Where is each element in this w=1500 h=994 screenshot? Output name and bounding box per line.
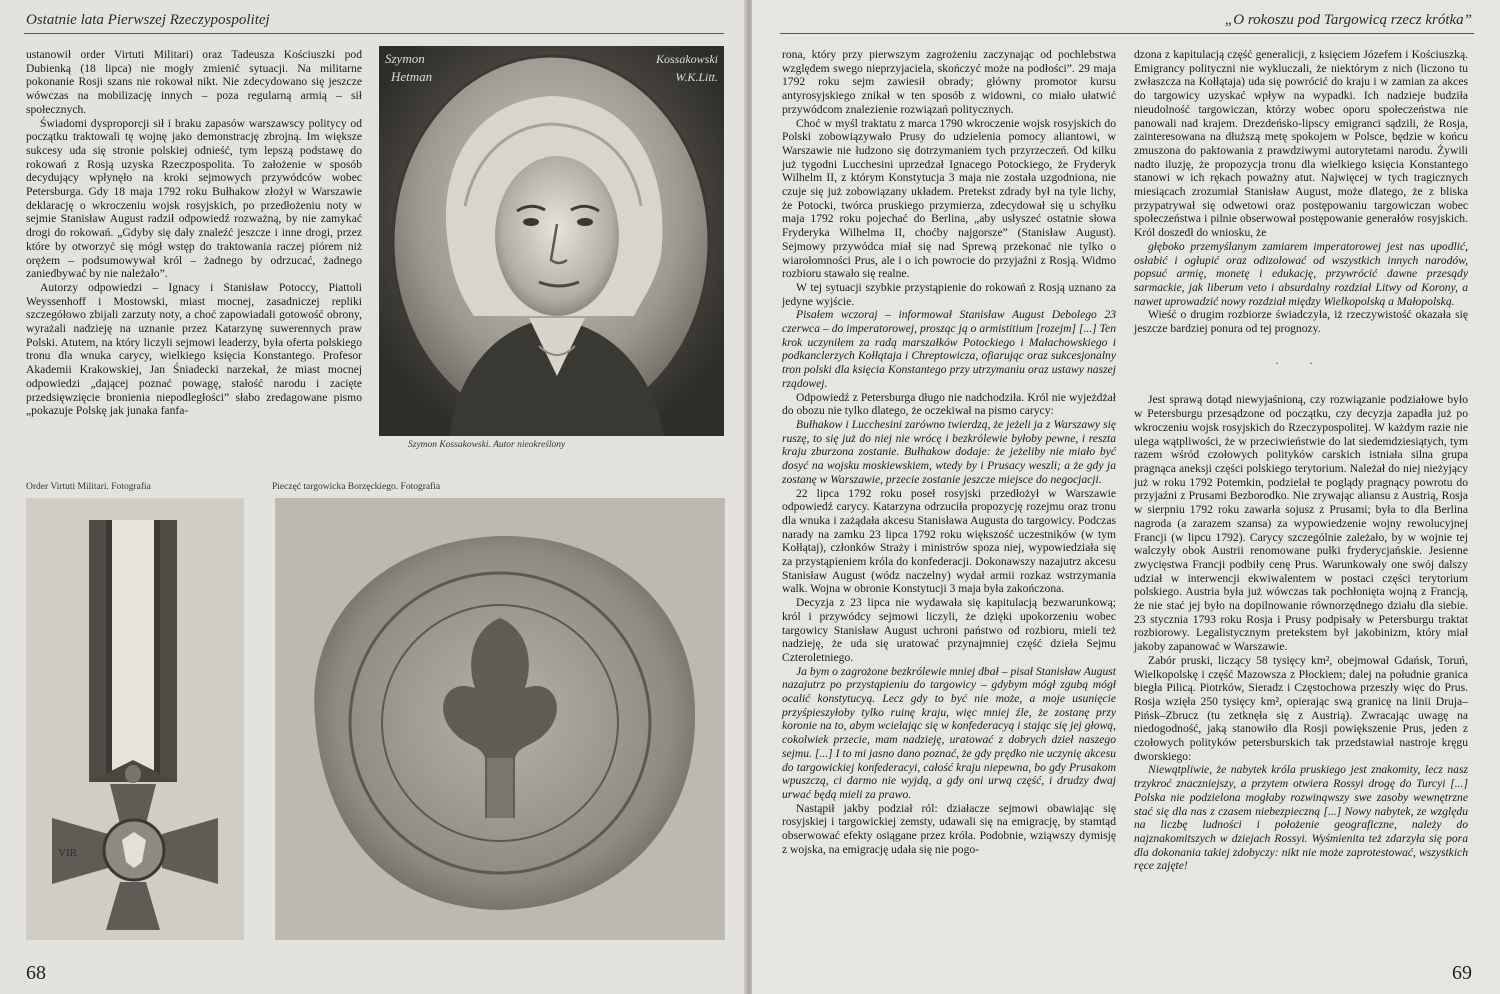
paragraph: . . — [1275, 353, 1327, 367]
right-text-column-2 — [1134, 48, 1468, 873]
left-text-column — [26, 48, 362, 418]
portrait-illustration — [379, 46, 724, 436]
order-photo — [26, 498, 244, 940]
paragraph: Odpowiedź z Petersburga długo nie nadchodziła. Król nie wyjeżdżał do obozu nie tylko dlatego, że oczekiwał na pismo carycy: — [782, 390, 1116, 418]
paragraph: Zabór pruski, liczący 58 tysięcy km², obejmował Gdańsk, Toruń, Wielkopolskę i część Mazowsza z Płockiem; dalej na południe granica biegła Pilicą. Piotrków, Sieradz i Częstochowa przeszły więc do Prus. Rosja wzięła 250 tysięcy km², opierając swą granicę na linii Druja–Pińsk–Zbrucz (tu zetknęła się z Austrią). Zwracając uwagę na niedogodność, jaką stanowiło dla Rosji powiększenie Prus, jeden z czołowych polityków petersburskich tak przedstawiał nastroje kręgu dworskiego: — [1134, 653, 1468, 763]
paragraph: głęboko przemyślanym zamiarem imperatorowej jest nas upodlić, osłabić i ogłupić oraz odizolować od wszystkich innych narodów, popsuć armię, monetę i edukację, przywrócić dawne przesądy sarmackie, jak liberum veto i absurdalny rozdział Litwy od Korony, a nawet uprowadzić nowy rozdział między Wielkopolską a Małopolską. — [1134, 239, 1468, 308]
paragraph: Autorzy odpowiedzi – Ignacy i Stanisław Potoccy, Piattoli Weyssenhoff i Mostowski, miast mocnej, zasadniczej repliki szczegółowo zbijali zarzuty noty, a choć zapowiadali gotowość obrony, wyrażali nadzieję na uznanie przez Katarzynę suwerennych praw Polski. Atutem, na który liczyli sejmowi leaderzy, była oferta polskiego tronu dla wnuka carycy, wielkiego księcia Konstantego. Profesor Akademii Krakowskiej, Jan Śniadecki narzekał, że miast mocnej odpowiedzi „dającej poznać powagę, stałość narodu i zacięte przedsięwzięcie bronienia niepodległości” słabo zredagowane pismo „pokazuje Polskę jak junaka fanfa- — [26, 280, 362, 418]
paragraph: Jest sprawą dotąd niewyjaśnioną, czy rozwiązanie podziałowe było w Petersburgu przesądzone od początku, czy decyzja zapadła już po wkroczeniu wojsk rosyjskich do Rzeczypospolitej. W każdym razie nie ulega wątpliwości, że w przeciwieństwie do lat siedemdziesiątych, tym razem wśród czołowych polityków carskich istniała silna grupa pragnąca aneksji części polskiego terytorium. Należał do niej nieżyjący już w roku 1792 Potemkin, podzielał te poglądy pragnący powrotu do przyjaźni z Prusami Bezborodko. Nie zrywając aliansu z Austrią, Rosja w sierpniu 1792 roku zawarła sojusz z Prusami; była to dla Berlina nagroda (a zarazem szansa) za wypowiedzenie wojny rewolucyjnej Francji (w lipcu 1792). Carycy szczególnie zależało, by w wojnie tej walczyły obok Austrii renomowane pułki fryderycjańskie. Jesienne zwycięstwa Francji podbiły cenę Prus. Warunkowały one swój dalszy udział w interwencji ekwiwalentem w postaci części terytorium polskiego. Austria była już wówczas tak pochłonięta wojną z Francją, że nie stać jej było na dopilnowanie równorzędnego działu dla siebie. 23 stycznia 1793 roku Rosja i Prusy podpisały w Petersburgu traktat rozbiorowy. Legalistycznym pretekstem był jakobinizm, który miał jakoby zapanować w Warszawie. — [1134, 393, 1468, 654]
paragraph: Wieść o drugim rozbiorze świadczyła, iż rzeczywistość okazała się jeszcze bardziej ponura od tej prognozy. — [1134, 308, 1468, 336]
right-text-column-1 — [782, 48, 1116, 856]
right-page — [752, 0, 1500, 994]
paragraph: Świadomi dysproporcji sił i braku zapasów warszawscy politycy od początku traktowali tę wojnę jako demonstrację zbrojną. Im większe sukcesy uda się stronie polskiej odnieść, tym lepszą podstawę do rokowań z Rosją uzyska Rzeczpospolita. To założenie w sposób decydujący wpłynęło na kroki sejmowych przywódców wobec Petersburga. Gdy 18 maja 1792 roku Bułhakow złożył w Warszawie deklarację o wkroczeniu wojsk rosyjskich, po przedłożeniu noty w sejmie Stanisław August radził odpowiedź rozważną, by nie zamykać drogi do rokowań. „Gdyby się dały znaleźć jeszcze i inne drogi, przez które by otworzyć się mógł wstęp do traktowania raczej piórem niż orężem – podsumowywał król – żadnego by odrzucać, żadnego zaniedbywać by nie należało”. — [26, 116, 362, 281]
paragraph: ustanowił order Virtuti Militari) oraz Tadeusza Kościuszki pod Dubienką (18 lipca) nie mogły zmienić sytuacji. Na militarne pokonanie Rosji szans nie rokował nikt. Nie zdecydowano się jeszcze wówczas na mobilizację innych – poza regularną armią – sił społecznych. — [26, 48, 362, 116]
paragraph: Niewątpliwie, że nabytek króla pruskiego jest znakomity, lecz nasz trzykroć znaczniejszy, a przytem otwiera Rossyi drogę do Turcyi [...] Polska nie podzielona mogłaby rozwinąwszy swe zasoby wewnętrzne stać się dla nas z czasem niebezpieczną [...] Nowy nabytek, ze względu na liczbę ludności i położenie geograficzne, należy do najznakomitszych w dziejach Rossyi. Wyśmienita też zdarzyła się pora dla dokonania takiej zdobyczy: nikt nie może zaprotestować, wszystkich ręce zajęte! — [1134, 763, 1468, 873]
paragraph: Choć w myśl traktatu z marca 1790 wkroczenie wojsk rosyjskich do Polski zobowiązywało Prusy do udzielenia pomocy aliantowi, w Warszawie nie łudzono się dotrzymaniem tych przyrzeczeń. Od kilku już tygodni Lucchesini uprzedzał Ignacego Potockiego, że Fryderyk Wilhelm II, z którym Konstytucja 3 maja nie została uzgodniona, nie czuje się już zobowiązany układem. Pretekst zdrady był na tyle lichy, że Potocki, twórca pruskiego przymierza, zdecydował się u schyłku maja 1792 roku pojechać do Berlina, „aby usłyszeć ostatnie słowa Fryderyka Wilhelma II, choćby najgorsze” (Stanisław August). Sejmowy przywódca miał się nad Sprewą przekonać nie tylko o wiarołomności Prus, ale i o ich powrocie do przyjaźni z Rosją. Widmo rozbioru stawało się realne. — [782, 116, 1116, 281]
seal-photo — [275, 498, 725, 940]
inscription-surname: Kossakowski — [655, 52, 718, 66]
header-rule-left — [24, 33, 724, 34]
paragraph: W tej sytuacji szybkie przystąpienie do rokowań z Rosją uznano za jedyne wyjście. — [782, 280, 1116, 308]
targowica-seal-icon — [275, 498, 725, 940]
running-head-right: „O rokoszu pod Targowicą rzecz krótka” — [1224, 12, 1472, 28]
inscription-first-name: Szymon — [385, 51, 425, 66]
seal-caption: Pieczęć targowicka Borzęckiego. Fotografia — [272, 482, 441, 492]
header-rule-right — [780, 33, 1474, 34]
virtuti-militari-cross-icon — [26, 498, 244, 940]
cross-inscription: VIR — [58, 847, 77, 859]
paragraph: 22 lipca 1792 roku poseł rosyjski przedłożył w Warszawie odpowiedź carycy. Katarzyna odrzuciła propozycję rozejmu oraz tronu dla wnuka i zażądała akcesu Stanisława Augusta do targowicy. Podczas narady na zamku 23 lipca 1792 roku większość uczestników (w tym Kołłątaj), członków Straży i ministrów spoza niej, wypowiedziała się za przystąpieniem króla do konfederacji. Dokonawszy nazajutrz akcesu Stanisław August (wódz naczelny) wydał armii rozkaz wstrzymania walk. Wojna w obronie Konstytucji 3 maja była zakończona. — [782, 486, 1116, 596]
paragraph: Bułhakow i Lucchesini zarówno twierdzą, że jeżeli ja z Warszawy się ruszę, to się już do niej nie wrócę i bezkrólewie byłoby pewne, i reszta kraju zburzona zostanie. Bułhakow dodaje: że jeżeliby nie miało być dosyć na wojsku moskiewskiem, wtedy by i Prusacy weszli; a że gdy ja zostanę w Warszawie, przecie zostanie jeszcze miejsce do negocjacji. — [782, 417, 1116, 486]
portrait-inscription-right — [656, 50, 718, 86]
order-caption: Order Virtuti Militari. Fotografia — [26, 482, 151, 492]
portrait-photo — [379, 46, 724, 436]
inscription-title: Hetman — [391, 69, 433, 84]
paragraph: Pisałem wczoraj – informował Stanisław August Debolego 23 czerwca – do imperatorowej, prosząc ją o armistitium [rozejm] [...] Ten krok uczyniłem za radą marszałków Potockiego i Małachowskiego i podkanclerzych Kołłątaja i Chreptowicza, ofiarując oraz sukcesjonalny tron polski dla księcia Konstantego przy utrzymaniu oraz ustawy naszej rządowej. — [782, 308, 1116, 390]
paragraph: Ja bym o zagrożone bezkrólewie mniej dbał – pisał Stanisław August nazajutrz po przystąpieniu do targowicy – gdybym mógł zgubą mógł ocalić konstytucyą. Lecz gdy to być nie może, a moje usunięcie przyśpieszyłoby tylko ruinę kraju, więc mniej źle, że zostanę przy koronie na to, abym wcielając się w konfederacyą i stając się jej głową, cokolwiek przecie, mam nadzieję, uratować z dobrych dzieł naszego sejmu. [...] I to mi jasno dano poznać, że gdy prędko nie uczynię akcesu do targowickiej konfederacyi, całość kraju niepewna, bo gdy Prusakom wpuszczą, ci darmo nie wyjdą, a gdy oni urwą część, i drudzy dwaj urwać będą mieli za prawo. — [782, 664, 1116, 801]
portrait-inscription-left — [385, 50, 432, 86]
running-head-left: Ostatnie lata Pierwszej Rzeczypospolitej — [26, 12, 270, 28]
inscription-office: W.K.Litt. — [675, 70, 718, 84]
left-page — [0, 0, 748, 994]
page-number-right: 69 — [1452, 962, 1472, 984]
paragraph: rona, który przy pierwszym zagrożeniu zaczynając od pochlebstwa względem swego nieprzyjaciela, skończyć może na podłości”. 29 maja 1792 roku sejm zawiesił obrady; główny promotor kursu antyrosyjskiego znikał w ten sposób z widowni, co miało ułatwić przywódcom znalezienie rozwiązań politycznych. — [782, 48, 1116, 116]
page-number-left: 68 — [26, 962, 46, 984]
paragraph: Nastąpił jakby podział ról: działacze sejmowi obawiając się rosyjskiej i targowickiej zemsty, udawali się na emigrację, by stamtąd obserwować efekty osiągane przez króla. Podobnie, wziąwszy dymisję z wojska, na emigrację udała się nie pogo- — [782, 801, 1116, 856]
paragraph: dzona z kapitulacją część generalicji, z księciem Józefem i Kościuszką. Emigrancy polityczni nie wykluczali, że niektórym z nich (liczono tu zwłaszcza na Kołłątaja) uda się powrócić do kraju i w zamian za akces do targowicy uzyskać wpływ na wypadki. Ich nadzieje budziła nieudolność targowiczan, którzy wobec oporu społeczeństwa nie panowali nad krajem. Drezdeńsko-lipscy emigranci sądzili, że Rosja, zainteresowana na dłuższą metę spokojem w Polsce, będzie w końcu zmuszona do paktowania z prawdziwymi autorytetami narodu. Żywili nadto iluzję, że propozycja tronu dla wielkiego księcia Konstantego stanowi w ich rękach poważny atut. Najwięcej w tych tragicznych miesiącach zrozumiał Stanisław August, może dlatego, że z bliska przypatrywał się odwetowi oraz postępowaniu targowiczan wobec społeczeństwa i pilnie obserwował postępowanie generałów rosyjskich. Król doszedł do wniosku, że — [1134, 48, 1468, 240]
paragraph: Decyzja z 23 lipca nie wydawała się kapitulacją bezwarunkową; król i przywódcy sejmowi liczyli, że dzięki upokorzeniu wobec targowicy Stanisław August uchroni państwo od rozbioru, mieli też nadzieję, że uda się uratować przynajmniej część dzieła Sejmu Czteroletniego. — [782, 596, 1116, 664]
portrait-caption: Szymon Kossakowski. Autor nieokreślony — [408, 440, 566, 450]
